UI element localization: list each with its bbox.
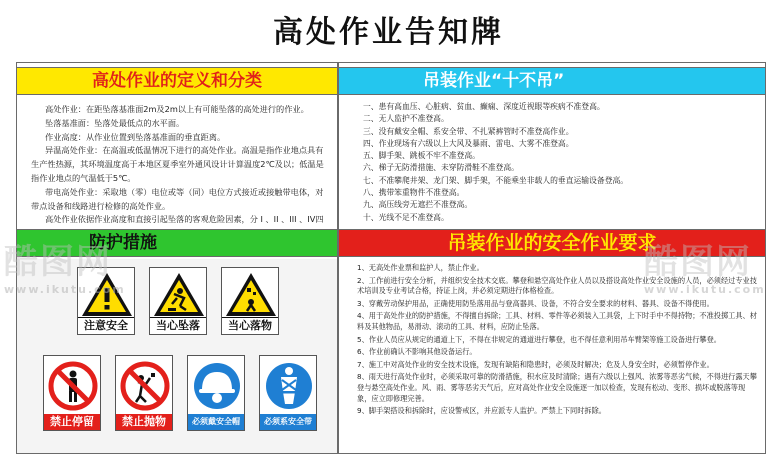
sign-label: 当心坠落: [150, 317, 206, 334]
rule-item: 五、脚手架、跳板不牢不准登高。: [363, 151, 480, 161]
sign-beware-falling-objects: [221, 267, 279, 335]
no-throwing-icon: [116, 356, 174, 416]
rule-item: 三、没有戴安全帽、系安全带、不扎紧裤管时不准登高作业。: [363, 126, 574, 136]
requirements-list: [357, 263, 759, 417]
requirement-item: 9、脚手架搭设和拆除时，应设警戒区，并应派专人监护。严禁上下同时拆除。: [357, 406, 606, 416]
sign-label: 必须戴安全帽: [188, 414, 244, 430]
watermark-url: www.ikutu.com: [4, 283, 126, 296]
rule-item: 九、高压线旁无遮拦不准登高。: [363, 200, 473, 210]
rule-item: 二、无人监护不准登高。: [363, 114, 449, 124]
ten-rules-list: [363, 101, 759, 224]
falling-objects-icon: [222, 268, 280, 320]
requirement-item: 4、用于高处作业的防护措施，不得擅自拆除；工具、材料、零件等必须装入工具袋，上下时手中不得持物；不准投掷工具、材料及其他物品，易滑动、滚动的工具、材料，应防止坠落。: [357, 311, 757, 331]
requirement-item: 5、作业人员应从规定的通道上下，不得在非规定的通道进行攀登，也不得任意利用吊车臂架等施工设备进行攀登。: [357, 334, 721, 344]
sign-label: 注意安全: [78, 317, 134, 334]
requirement-item: 8、雨天进行高处作业时，必须采取可靠的防滑措施，积水应及时清除；遇有六级以上强风、浓雾等恶劣气候，不得进行露天攀登与悬空高处作业。风、雨、雾等恶劣天气后，应对高处作业安全设施逐一加以检查，发现有松动、变形、损坏或脱落等现象，应立即修理完善。: [357, 372, 757, 403]
requirement-item: 7、施工中对高处作业的安全技术设施，发现有缺陷和隐患时，必须及时解决；危及人身安全时，必须暂停作业。: [357, 359, 714, 369]
definition-header: 高处作业的定义和分类: [17, 67, 337, 95]
rule-item: 一、患有高血压、心脏病、贫血、癫痫、深度近视眼等疾病不准登高。: [363, 102, 605, 111]
sign-label: 必须系安全带: [260, 414, 316, 430]
definition-paragraph: 异温高处作业：在高温或低温情况下进行的高处作业。高温是指作业地点具有生产性热源，其环境温度高于本地区夏季室外通风设计计算温度2℃及以；低温是指作业地点的气温低于5℃。: [31, 145, 324, 183]
requirement-item: 1、无高处作业票和监护人，禁止作业。: [357, 263, 484, 272]
sign-label: 禁止停留: [44, 414, 100, 430]
no-standing-icon: [44, 356, 102, 416]
rule-item: 八、携带笨重物件不准登高。: [363, 188, 465, 198]
sign-label: 禁止抛物: [116, 414, 172, 430]
watermark-label: 酷图网: [644, 242, 752, 282]
safety-harness-icon: [260, 356, 318, 416]
rule-item: 六、梯子无防滑措施、未穿防滑鞋不准登高。: [363, 163, 519, 173]
requirements-header: 吊装作业的安全作业要求: [339, 229, 765, 257]
rule-item: 四、作业现场有六级以上大风及暴雨、雷电、大雾不准登高。: [363, 138, 574, 148]
ten-rules-header: 吊装作业“十不吊”: [339, 67, 765, 95]
definition-paragraph: 坠落基准面：坠落处最低点的水平面。: [45, 117, 185, 128]
hard-hat-icon: [188, 356, 246, 416]
requirement-item: 2、工作前进行安全分析，并组织安全技术交底。攀登和悬空高处作业人员以及搭设高处作业安全设施的人员，必须经过专业技术培训及专业考试合格，持证上岗，并必须定期进行体格检查。: [357, 275, 757, 296]
right-column: [338, 62, 766, 454]
watermark-url: www.ikutu.com: [644, 283, 766, 296]
notice-board: [4, 4, 773, 463]
definition-paragraph: 高处作业依据作业高度和直接引起坠落的客观危险因素，分 I 、II 、III 、IV四: [45, 214, 324, 225]
definition-text: [31, 103, 329, 241]
definition-paragraph: 高处作业：在距坠落基准面2m及2m以上有可能坠落的高处进行的作业。: [45, 104, 309, 114]
signs-area: [17, 259, 337, 453]
watermark-label: 酷图网: [4, 242, 112, 282]
sign-no-standing: [43, 355, 101, 431]
left-column: [16, 62, 338, 454]
protection-header: 防护措施: [17, 229, 337, 257]
falling-person-icon: [150, 268, 208, 320]
rule-item: 十、光线不足不准登高。: [363, 212, 449, 222]
sign-wear-hard-hat: [187, 355, 245, 431]
sign-label: 当心落物: [222, 317, 278, 334]
sign-wear-safety-harness: [259, 355, 317, 431]
requirement-item: 6、作业前确认不影响其他设备运行。: [357, 347, 477, 357]
exclamation-triangle-icon: [78, 268, 136, 320]
page-title: 高处作业告知牌: [273, 15, 504, 50]
definition-paragraph: 带电高处作业：采取地（零）电位或等（同）电位方式接近或接触带电体，对带点设备和线路进行检修的高处作业。: [31, 186, 324, 211]
requirement-item: 3、穿戴劳动保护用品，正确使用防坠落用品与登高器具、设备，不符合安全要求的材料、器具、设备不得使用。: [357, 298, 714, 308]
sign-caution: [77, 267, 135, 335]
sign-beware-fall: [149, 267, 207, 335]
definition-paragraph: 作业高度：从作业位置到坠落基准面的垂直距离。: [45, 131, 226, 142]
sign-no-throwing: [115, 355, 173, 431]
rule-item: 七、不准攀爬井架、龙门架、脚手架，不能乘坐非载人的垂直运输设备登高。: [363, 175, 629, 185]
